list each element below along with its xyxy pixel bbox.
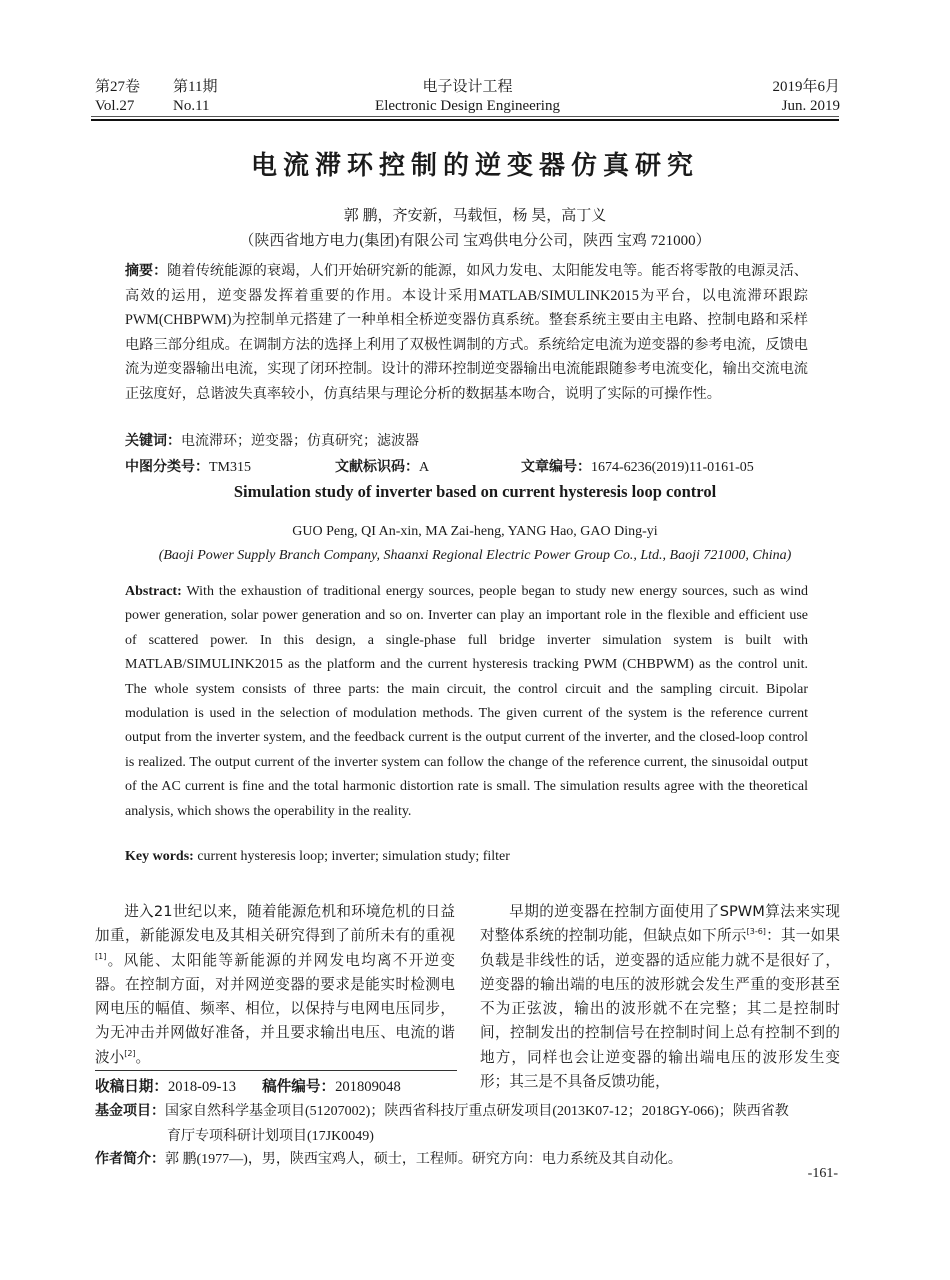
keywords-en-label: Key words: [125, 849, 194, 864]
volume-en: Vol.27 [95, 98, 135, 114]
abstract-cn [125, 259, 808, 407]
citation-ref[interactable]: [1] [95, 951, 107, 961]
date-cn: 2019年6月 [772, 79, 840, 95]
publication-date [772, 78, 840, 116]
paper-title-en: Simulation study of inverter based on current hysteresis loop control [233, 482, 717, 501]
author-bio-label: 作者简介： [95, 1151, 165, 1167]
keywords-en-text: current hysteresis loop; inverter; simulation study; filter [197, 849, 510, 864]
body-text: ：其一如果负载是非线性的话，逆变器的适应能力就不是很好了，逆变器的输出端的电压的波形就会发生严重的变形甚至不为正弦波，输出的波形就不在完整；其二是控制时间，控制发出的控制信号在控制时间上总有控制不到的地方，同样也会让逆变器的输出端电压的波形发生变形；其三是不具备反馈功能， [480, 927, 840, 1091]
authors-cn: 郭 鹏，齐安新，马载恒，杨 昊，高丁义 [343, 208, 607, 224]
keywords-cn-text: 电流滞环；逆变器；仿真研究；滤波器 [181, 434, 419, 449]
journal-name-en: Electronic Design Engineering [375, 98, 560, 114]
paper-title-cn: 电流滞环控制的逆变器仿真研究 [250, 151, 699, 181]
citation-ref[interactable]: [2] [124, 1048, 136, 1058]
author-bio-text: 郭 鹏(1977—)，男，陕西宝鸡人，硕士，工程师。研究方向：电力系统及其自动化。 [165, 1152, 682, 1167]
clc-label: 中图分类号： [125, 459, 209, 475]
body-column-left [95, 900, 455, 1070]
received-value: 2018-09-13 [167, 1079, 237, 1095]
issue-cn: 第11期 [173, 79, 218, 95]
article-no-value: 1674-6236(2019)11-0161-05 [591, 460, 754, 475]
abstract-cn-label: 摘要： [125, 263, 168, 279]
body-text: 。 [135, 1048, 151, 1066]
manuscript-label: 稿件编号： [262, 1078, 336, 1095]
received-label: 收稿日期： [95, 1078, 168, 1095]
body-paragraph [95, 900, 455, 1070]
body-text: 进入21世纪以来，随着能源危机和环境危机的日益加重，新能源发电及其相关研究得到了前所未有的重视 [95, 903, 455, 945]
document-code [335, 456, 429, 476]
page-number: -161- [807, 1166, 838, 1181]
affiliation-cn: （陕西省地方电力(集团)有限公司 宝鸡供电分公司，陕西 宝鸡 721000） [239, 233, 711, 249]
doc-code-label: 文献标识码： [335, 459, 419, 475]
manuscript-value: 201809048 [335, 1079, 401, 1095]
issue-en: No.11 [173, 98, 210, 114]
keywords-en [125, 849, 510, 865]
citation-ref[interactable]: [3-6] [746, 927, 766, 937]
keywords-cn [125, 430, 419, 450]
fund-line-1: 国家自然科学基金项目(51207002)；陕西省科技厅重点研发项目(2013K07-12；2018GY-066)；陕西省教 [165, 1104, 789, 1119]
fund-label: 基金项目： [95, 1103, 165, 1119]
volume-cn: 第27卷 [95, 79, 141, 95]
clc-value: TM315 [209, 460, 251, 475]
keywords-cn-label: 关键词： [125, 433, 181, 449]
header-rule-thin [91, 116, 839, 117]
fund-line-2: 育厅专项科研计划项目(17JK0049) [167, 1129, 374, 1144]
abstract-en-label: Abstract: [125, 584, 182, 599]
running-header [95, 78, 840, 118]
funding-info [95, 1099, 840, 1149]
footnote-separator [95, 1070, 457, 1071]
author-bio [95, 1148, 682, 1168]
journal-name [95, 78, 840, 116]
body-paragraph [480, 900, 840, 1094]
header-rule-thick [91, 119, 839, 121]
authors-en: GUO Peng, QI An-xin, MA Zai-heng, YANG Hao, GAO Ding-yi [292, 524, 658, 539]
clc-number [125, 456, 251, 476]
body-column-right [480, 900, 840, 1094]
abstract-cn-text: 随着传统能源的衰竭，人们开始研究新的能源，如风力发电、太阳能发电等。能否将零散的电源灵活、高效的运用，逆变器发挥着重要的作用。本设计采用MATLAB/SIMULINK2015为平台，以电流滞环跟踪PWM(CHBPWM)为控制单元搭建了一种单相全桥逆变器仿真系统。整套系统主要由主电路、控制电路和采样电路三部分组成。在调制方法的选择上利用了双极性调制的方式。系统给定电流为逆变器的参考电流，反馈电流为逆变器输出电流，实现了闭环控制。设计的滞环控制逆变器输出电流能跟随参考电流变化，输出交流电流正弦度好，总谐波失真率较小，仿真结果与理论分析的数据基本吻合，说明了实际的可操作性。 [125, 263, 808, 402]
affiliation-en: (Baoji Power Supply Branch Company, Shaanxi Regional Electric Power Group Co., Ltd., Baoji 721000, China) [158, 548, 792, 563]
article-no-label: 文章编号： [521, 459, 591, 475]
date-en: Jun. 2019 [781, 98, 840, 114]
body-text: 。风能、太阳能等新能源的并网发电均离不开逆变器。在控制方面，对并网逆变器的要求是能实时检测电网电压的幅值、频率、相位，以保持与电网电压同步，为无冲击并网做好准备，并且要求输出电压、电流的谐波小 [95, 951, 455, 1066]
body-text: 早期的逆变器在控制方面使用了SPWM算法来实现对整体系统的控制功能，但缺点如下所示 [480, 903, 840, 945]
abstract-en [125, 580, 808, 824]
article-number [521, 456, 754, 476]
abstract-en-text: With the exhaustion of traditional energy sources, people began to study new energy sources, such as wind power generation, solar power generation and so on. Inverter can play an important role in the flexible and efficient use of scattered power. In this design, a single-phase full bridge inverter simulation system is built with MATLAB/SIMULINK2015 as the platform and the current hysteresis tracking PWM (CHBPWM) as the control unit. The whole system consists of three parts: the main circuit, the control circuit and the sampling circuit. Bipolar modulation is used in the selection of modulation methods. The given current of the system is the reference current output from the inverter system, and the feedback current is the output current of the inverter, and the closed-loop control is realized. The output current of the inverter system can follow the change of the reference current, the sinusoidal output of the AC current is fine and the total harmonic distortion rate is small. The simulation results agree with the theoretical analysis, which shows the operability in the reality. [125, 584, 808, 819]
journal-name-cn: 电子设计工程 [422, 79, 513, 95]
received-date-line [95, 1075, 401, 1096]
doc-code-value: A [419, 460, 430, 475]
